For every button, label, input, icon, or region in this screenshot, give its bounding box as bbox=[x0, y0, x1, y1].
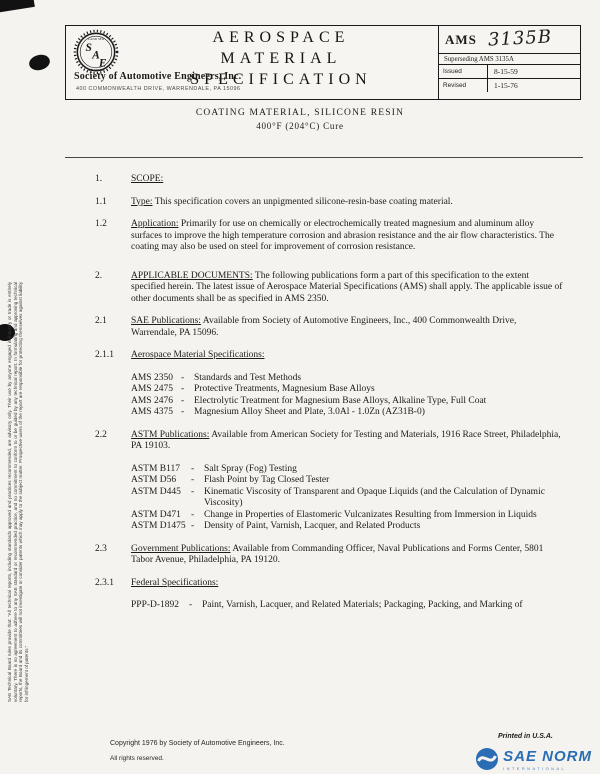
publication-item bbox=[131, 384, 563, 396]
registration-mark-corner bbox=[0, 0, 35, 13]
sae-norm-brand bbox=[503, 748, 592, 765]
sae-norm-tagline: INTERNATIONAL bbox=[503, 765, 567, 771]
publication-item bbox=[131, 396, 563, 408]
publication-code: PPP-D-1892 bbox=[131, 600, 180, 610]
section-text: Available from Commanding Officer, Naval Publications and Forms Center, 5801 Tabor Avenue, Philadelphia, PA 19120. bbox=[131, 543, 544, 565]
issued-date: 8-15-59 bbox=[494, 67, 518, 76]
issued-label: Issued bbox=[439, 65, 488, 78]
section-number: 1. bbox=[95, 174, 103, 184]
section-label: Federal Specifications: bbox=[131, 577, 219, 588]
publication-item bbox=[131, 373, 563, 385]
publication-item bbox=[131, 487, 563, 510]
masthead-line-2: MATERIAL bbox=[220, 50, 342, 68]
doc-code bbox=[439, 26, 580, 53]
publication-code: ASTM B117 bbox=[131, 463, 181, 474]
stamp-brand-norm: NORM bbox=[542, 747, 592, 765]
legal-sidebar bbox=[7, 282, 39, 702]
astm-publications-list bbox=[131, 464, 563, 533]
sae-norm-stamp-text bbox=[503, 748, 592, 771]
publication-separator: - bbox=[181, 407, 185, 417]
section-text: The following publications form a part of this specification to the extent specified herein. The latest issue of Aerospace Material Specifications (AMS) shall apply. The applicable issue of other documents shall be as specified in AMS 2350. bbox=[131, 270, 563, 304]
header-box bbox=[65, 25, 581, 100]
publication-separator: - bbox=[191, 463, 195, 474]
section-label: Government Publications: bbox=[131, 543, 231, 554]
badge-letter-a: A bbox=[92, 49, 100, 62]
publication-code: AMS 2475 bbox=[131, 384, 173, 394]
publication-code: ASTM D445 bbox=[131, 486, 181, 497]
doc-code-prefix: AMS bbox=[445, 32, 477, 47]
publication-description: Paint, Varnish, Lacquer, and Related Materials; Packaging, Packing, and Marking of bbox=[202, 600, 523, 610]
doc-code-number: 3135B bbox=[487, 26, 553, 51]
issued-row bbox=[439, 64, 580, 78]
publication-separator: - bbox=[181, 395, 185, 406]
revised-row bbox=[439, 78, 580, 92]
document-title-line1: COATING MATERIAL, SILICONE RESIN bbox=[195, 108, 405, 118]
document-title-line2: 400°F (204°C) Cure bbox=[256, 121, 344, 131]
publication-code: ASTM D1475 bbox=[131, 521, 186, 531]
section-label: SAE Publications: bbox=[131, 316, 201, 326]
section-text: Primarily for use on chemically or electrochemically treated magnesium and aluminum alloy surfaces to improve the high temperature corrosion and abrasion resistance and the air flow characteristics. The coating may also be used on steel for improvement of corrosion resistance. bbox=[131, 219, 554, 252]
section-paragraph bbox=[95, 316, 563, 339]
document-body bbox=[95, 174, 563, 623]
publication-description: Magnesium Alloy Sheet and Plate, 3.0Al - 1.0Zn (AZ31B-0) bbox=[194, 407, 425, 417]
revised-date: 1-15-76 bbox=[494, 81, 518, 90]
section-text: This specification covers an unpigmented silicone-resin-base coating material. bbox=[154, 196, 453, 207]
publication-description: Density of Paint, Varnish, Lacquer, and Related Products bbox=[204, 521, 421, 531]
section-number: 1.2 bbox=[95, 219, 107, 229]
badge-motto-top: LAND SEA bbox=[88, 37, 104, 42]
sae-norm-stamp bbox=[475, 747, 592, 771]
badge-letter-s: S bbox=[85, 42, 92, 55]
publication-code: ASTM D471 bbox=[131, 509, 181, 520]
revised-label: Revised bbox=[439, 79, 488, 92]
publication-code: ASTM D56 bbox=[131, 475, 177, 485]
publication-description: Electrolytic Treatment for Magnesium Base Alloys, Alkaline Type, Full Coat bbox=[194, 395, 487, 406]
section-label: Aerospace Material Specifications: bbox=[131, 350, 265, 360]
copyright-line: Copyright 1976 by Society of Automotive Engineers, Inc. bbox=[110, 740, 285, 747]
section-number: 1.1 bbox=[95, 196, 107, 207]
publication-separator: - bbox=[181, 384, 185, 394]
section-paragraph bbox=[95, 197, 563, 209]
publication-separator: - bbox=[181, 372, 185, 383]
section-label: Application: bbox=[131, 219, 179, 229]
publication-code: AMS 2476 bbox=[131, 395, 173, 406]
section-paragraph bbox=[95, 350, 563, 362]
doc-id-panel bbox=[438, 26, 580, 99]
section-paragraph bbox=[95, 544, 563, 567]
org-name: Society of Automotive Engineers, Inc. bbox=[74, 71, 242, 82]
printed-in-usa: Printed in U.S.A. bbox=[498, 733, 553, 740]
section-text: Available from American Society for Testing and Materials, 1916 Race Street, Philadelphia, PA 19103. bbox=[131, 429, 561, 451]
publication-description: Protective Treatments, Magnesium Base Alloys bbox=[194, 384, 375, 394]
badge-letter-e: E bbox=[98, 57, 107, 70]
publication-item bbox=[131, 407, 563, 419]
section-number: 2.1.1 bbox=[95, 350, 114, 360]
publication-item bbox=[131, 521, 563, 533]
section-number: 2.2 bbox=[95, 429, 107, 440]
publication-description: Salt Spray (Fog) Testing bbox=[204, 463, 297, 474]
publication-separator: - bbox=[191, 486, 195, 497]
title-divider bbox=[65, 157, 583, 158]
publication-description: Flash Point by Tag Closed Tester bbox=[204, 475, 330, 485]
section-paragraph bbox=[95, 578, 563, 590]
publication-separator: - bbox=[189, 600, 193, 610]
publication-description: Standards and Test Methods bbox=[194, 372, 302, 383]
publication-item bbox=[131, 510, 563, 522]
publication-separator: - bbox=[191, 475, 195, 485]
section-paragraph bbox=[95, 219, 563, 254]
superseding-note: Superseding AMS 3135A bbox=[439, 53, 580, 64]
section-number: 2.1 bbox=[95, 316, 107, 326]
publication-item bbox=[131, 464, 563, 476]
section-paragraph bbox=[95, 430, 563, 453]
document-title bbox=[0, 108, 600, 131]
ams-publications-list bbox=[131, 373, 563, 419]
publication-separator: - bbox=[191, 521, 195, 531]
section-label: APPLICABLE DOCUMENTS: bbox=[131, 270, 253, 281]
sae-norm-emblem-icon bbox=[475, 747, 499, 771]
masthead-line-1: AEROSPACE bbox=[212, 29, 350, 46]
section-number: 2. bbox=[95, 270, 103, 281]
masthead-line-3: SPECIFICATION bbox=[190, 71, 372, 89]
legal-sidebar-text: SAE Technical Board rules provide that: "All technical reports, including standards approved and practices recommended, are advisory only. Their use by anyone engaged in industry or trade is entirely voluntary. There is no agreement to adhere to any SAE standard or recommended practice, and no commitment to conform to or be guided by any technical report. In formulating and approving technical reports, the Board and its committees will not investigate or consider patents which may apply to the subject matter. Prospective users of the report are responsible for protecting themselves against liability for infringement of patents." bbox=[7, 282, 29, 702]
sae-badge-icon bbox=[73, 29, 119, 75]
publication-separator: - bbox=[191, 509, 195, 520]
federal-specifications-list bbox=[131, 600, 563, 612]
section-label: SCOPE: bbox=[131, 174, 164, 184]
badge-motto-bottom: AIR SPACE bbox=[87, 68, 105, 73]
section-number: 2.3 bbox=[95, 543, 107, 554]
stamp-brand-sae: SAE bbox=[503, 747, 537, 765]
publication-item bbox=[131, 475, 563, 487]
publication-code: AMS 2350 bbox=[131, 372, 173, 383]
sae-badge-logo bbox=[73, 29, 119, 75]
section-label: Type: bbox=[131, 196, 153, 207]
publication-code: AMS 4375 bbox=[131, 407, 173, 417]
publication-description: Change in Properties of Elastomeric Vulcanizates Resulting from Immersion in Liquids bbox=[204, 509, 537, 520]
registration-mark-1 bbox=[27, 53, 51, 73]
section-text: Available from Society of Automotive Engineers, Inc., 400 Commonwealth Drive, Warrendale, PA 15096. bbox=[131, 316, 517, 338]
rights-line: All rights reserved. bbox=[110, 755, 164, 762]
publication-item bbox=[131, 600, 563, 612]
section-number: 2.3.1 bbox=[95, 577, 114, 588]
org-address: 400 COMMONWEALTH DRIVE, WARRENDALE, PA 15096 bbox=[76, 86, 241, 92]
publication-description: Kinematic Viscosity of Transparent and Opaque Liquids (and the Calculation of Dynamic Viscosity) bbox=[204, 486, 545, 508]
section-label: ASTM Publications: bbox=[131, 429, 210, 440]
section-paragraph bbox=[95, 271, 563, 306]
section-paragraph bbox=[95, 174, 563, 186]
